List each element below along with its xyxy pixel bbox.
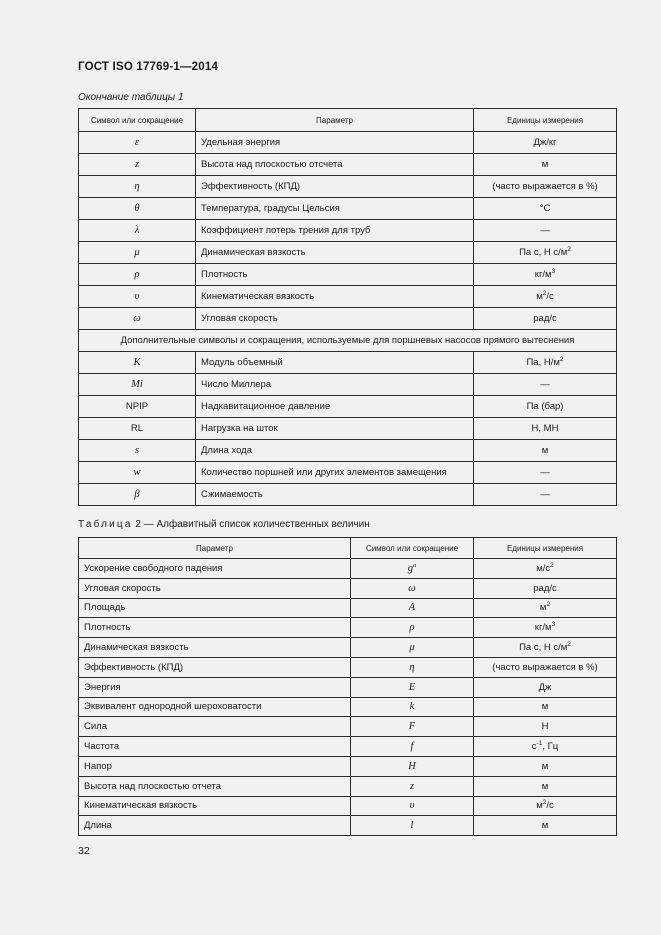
- unit-cell: [474, 484, 617, 506]
- parameter-cell: Напор: [79, 756, 351, 776]
- column-header-parameter: Параметр: [79, 538, 351, 559]
- parameter-cell: Удельная энергия: [196, 132, 474, 154]
- parameter-cell: Количество поршней или других элементов замещения: [196, 462, 474, 484]
- parameter-cell: Ускорение свободного падения: [79, 559, 351, 579]
- parameter-cell: Динамическая вязкость: [196, 242, 474, 264]
- table-row: [79, 242, 617, 264]
- symbol-cell: [351, 756, 474, 776]
- table2-caption: [78, 519, 370, 530]
- table-row: [79, 559, 617, 579]
- table1-caption: Окончание таблицы 1: [78, 92, 184, 103]
- section-label: Дополнительные символы и сокращения, используемые для поршневых насосов прямого вытеснения: [79, 330, 617, 352]
- unit-text: с: [531, 741, 537, 753]
- parameter-cell: Динамическая вязкость: [79, 638, 351, 658]
- symbol-cell: z: [79, 154, 196, 176]
- unit-tail: , Гц: [542, 741, 559, 753]
- symbol-cell: [351, 598, 474, 618]
- parameter-cell: Число Миллера: [196, 374, 474, 396]
- table-row: [79, 154, 617, 176]
- unit-text: м: [541, 820, 549, 832]
- unit-text: (часто выражается в %): [492, 661, 598, 673]
- symbol-cell: ω: [79, 308, 196, 330]
- parameter-cell: Длина: [79, 816, 351, 836]
- symbol-text: A: [408, 602, 416, 614]
- symbol-cell: NPIP: [79, 396, 196, 418]
- symbol-text: g: [407, 562, 413, 574]
- table-row: [79, 598, 617, 618]
- table-row: [79, 776, 617, 796]
- unit-cell: [474, 220, 617, 242]
- symbol-cell: η: [79, 176, 196, 198]
- unit-cell: [474, 578, 617, 598]
- unit-cell: [474, 638, 617, 658]
- unit-text: м/с: [536, 562, 551, 574]
- unit-superscript: 3: [551, 621, 556, 629]
- unit-cell: [474, 264, 617, 286]
- parameter-cell: Температура, градусы Цельсия: [196, 198, 474, 220]
- table-row: [79, 352, 617, 374]
- unit-superscript: 2: [546, 601, 551, 609]
- parameter-cell: Длина хода: [196, 440, 474, 462]
- table-row: [79, 717, 617, 737]
- table-row: [79, 308, 617, 330]
- table-2: [78, 537, 617, 836]
- symbol-cell: μ: [79, 242, 196, 264]
- column-header-unit: Единицы измерения: [474, 109, 617, 132]
- unit-cell: [474, 677, 617, 697]
- parameter-cell: Высота над плоскостью отсчета: [196, 154, 474, 176]
- unit-text: —: [540, 489, 550, 500]
- table-row: [79, 756, 617, 776]
- symbol-cell: s: [79, 440, 196, 462]
- column-header-unit: Единицы измерения: [474, 538, 617, 559]
- table-row: [79, 396, 617, 418]
- table1-section-row: [79, 330, 617, 352]
- unit-cell: [474, 286, 617, 308]
- symbol-cell: [351, 559, 474, 579]
- table2-caption-prefix: Таблица: [78, 519, 133, 530]
- table-row: [79, 697, 617, 717]
- unit-cell: [474, 418, 617, 440]
- table-row: [79, 796, 617, 816]
- parameter-cell: Кинематическая вязкость: [79, 796, 351, 816]
- table-row: [79, 198, 617, 220]
- unit-cell: [474, 352, 617, 374]
- parameter-cell: Энергия: [79, 677, 351, 697]
- table-row: [79, 462, 617, 484]
- symbol-cell: [351, 677, 474, 697]
- parameter-cell: Надкавитационное давление: [196, 396, 474, 418]
- symbol-cell: [351, 697, 474, 717]
- unit-text: (часто выражается в %): [492, 181, 598, 192]
- parameter-cell: Модуль объемный: [196, 352, 474, 374]
- unit-text: Н, МН: [531, 423, 559, 434]
- table-1: [78, 108, 617, 506]
- unit-cell: [474, 657, 617, 677]
- unit-superscript: -1: [536, 740, 543, 748]
- document-header: ГОСТ ISO 17769-1—2014: [78, 61, 219, 73]
- table-row: [79, 816, 617, 836]
- unit-cell: [474, 242, 617, 264]
- unit-cell: [474, 132, 617, 154]
- symbol-cell: [351, 657, 474, 677]
- unit-cell: [474, 598, 617, 618]
- unit-text: Дж: [538, 681, 552, 693]
- unit-text: —: [540, 225, 550, 236]
- table-row: [79, 286, 617, 308]
- unit-text: Па, Н/м: [526, 357, 560, 368]
- symbol-superscript: a: [413, 561, 417, 569]
- unit-text: Н: [541, 721, 549, 733]
- table-row: [79, 418, 617, 440]
- unit-text: Па (бар): [526, 401, 564, 412]
- symbol-cell: RL: [79, 418, 196, 440]
- table2-caption-rest: 2 — Алфавитный список количественных величин: [132, 519, 370, 530]
- unit-cell: [474, 816, 617, 836]
- symbol-cell: ρ: [79, 264, 196, 286]
- table-row: [79, 638, 617, 658]
- unit-text: м: [541, 760, 549, 772]
- symbol-cell: ε: [79, 132, 196, 154]
- symbol-cell: [351, 618, 474, 638]
- unit-superscript: 2: [567, 641, 571, 649]
- symbol-text: ρ: [409, 622, 415, 634]
- symbol-cell: λ: [79, 220, 196, 242]
- unit-text: м: [536, 291, 543, 302]
- unit-cell: [474, 756, 617, 776]
- symbol-cell: θ: [79, 198, 196, 220]
- unit-text: м: [536, 800, 543, 812]
- parameter-cell: Эффективность (КПД): [196, 176, 474, 198]
- parameter-cell: Сила: [79, 717, 351, 737]
- table-row: [79, 374, 617, 396]
- unit-cell: [474, 198, 617, 220]
- unit-text: Па с, Н с/м: [519, 247, 568, 258]
- unit-cell: [474, 559, 617, 579]
- unit-cell: [474, 717, 617, 737]
- symbol-cell: [351, 816, 474, 836]
- table-row: [79, 220, 617, 242]
- symbol-text: H: [408, 760, 416, 772]
- table-row: [79, 618, 617, 638]
- symbol-cell: w: [79, 462, 196, 484]
- table-row: [79, 440, 617, 462]
- symbol-cell: Mi: [79, 374, 196, 396]
- unit-tail: /с: [546, 291, 554, 302]
- symbol-cell: β: [79, 484, 196, 506]
- parameter-cell: Плотность: [79, 618, 351, 638]
- symbol-text: ω: [408, 582, 416, 594]
- symbol-cell: [351, 776, 474, 796]
- unit-cell: [474, 697, 617, 717]
- unit-cell: [474, 776, 617, 796]
- unit-cell: [474, 396, 617, 418]
- unit-tail: /с: [546, 800, 554, 812]
- unit-superscript: 2: [542, 799, 547, 807]
- unit-text: —: [540, 467, 550, 478]
- table-row: [79, 737, 617, 757]
- symbol-cell: [351, 796, 474, 816]
- parameter-cell: Нагрузка на шток: [196, 418, 474, 440]
- parameter-cell: Кинематическая вязкость: [196, 286, 474, 308]
- table-row: [79, 677, 617, 697]
- unit-text: кг/м: [534, 269, 552, 280]
- unit-cell: [474, 308, 617, 330]
- unit-superscript: 2: [550, 561, 554, 569]
- symbol-text: μ: [409, 642, 415, 654]
- table1-header-row: [79, 109, 617, 132]
- table-row: [79, 132, 617, 154]
- unit-text: —: [540, 379, 550, 390]
- parameter-cell: Угловая скорость: [196, 308, 474, 330]
- unit-text: м: [541, 701, 549, 713]
- column-header-symbol: Символ или сокращение: [79, 109, 196, 132]
- symbol-cell: K: [79, 352, 196, 374]
- symbol-text: l: [410, 820, 414, 832]
- unit-cell: [474, 618, 617, 638]
- symbol-cell: [351, 737, 474, 757]
- symbol-text: k: [409, 701, 415, 713]
- unit-cell: [474, 462, 617, 484]
- parameter-cell: Сжимаемость: [196, 484, 474, 506]
- table-row: [79, 484, 617, 506]
- column-header-symbol: Символ или сокращение: [351, 538, 474, 559]
- unit-cell: [474, 737, 617, 757]
- table-row: [79, 264, 617, 286]
- table-row: [79, 657, 617, 677]
- page-number: 32: [78, 845, 90, 857]
- parameter-cell: Эффективность (КПД): [79, 657, 351, 677]
- symbol-text: η: [409, 661, 415, 673]
- unit-cell: [474, 176, 617, 198]
- parameter-cell: Коэффициент потерь трения для труб: [196, 220, 474, 242]
- column-header-parameter: Параметр: [196, 109, 474, 132]
- unit-text: рад/с: [533, 582, 557, 594]
- parameter-cell: Частота: [79, 737, 351, 757]
- unit-superscript: 2: [542, 290, 547, 297]
- unit-superscript: 3: [551, 268, 556, 275]
- symbol-cell: [351, 717, 474, 737]
- symbol-cell: [351, 638, 474, 658]
- unit-text: кг/м: [534, 622, 552, 634]
- unit-cell: [474, 796, 617, 816]
- symbol-text: E: [408, 681, 416, 693]
- table2-header-row: [79, 538, 617, 559]
- unit-text: рад/с: [533, 313, 557, 324]
- parameter-cell: Угловая скорость: [79, 578, 351, 598]
- unit-text: м: [539, 602, 547, 614]
- symbol-text: z: [409, 780, 415, 792]
- unit-text: м: [541, 780, 549, 792]
- parameter-cell: Площадь: [79, 598, 351, 618]
- table-row: [79, 578, 617, 598]
- unit-cell: [474, 374, 617, 396]
- symbol-text: F: [408, 721, 416, 733]
- parameter-cell: Эквивалент однородной шероховатости: [79, 697, 351, 717]
- unit-text: Дж/кг: [533, 137, 557, 148]
- unit-text: м: [541, 445, 549, 456]
- symbol-cell: υ: [79, 286, 196, 308]
- table-row: [79, 176, 617, 198]
- parameter-cell: Плотность: [196, 264, 474, 286]
- unit-text: м: [541, 159, 549, 170]
- parameter-cell: Высота над плоскостью отчета: [79, 776, 351, 796]
- symbol-text: f: [410, 741, 414, 753]
- unit-cell: [474, 154, 617, 176]
- symbol-text: υ: [409, 800, 415, 812]
- unit-text: Па с, Н с/м: [519, 642, 568, 654]
- unit-cell: [474, 440, 617, 462]
- unit-superscript: 2: [567, 246, 571, 253]
- unit-text: °С: [539, 203, 551, 214]
- unit-superscript: 2: [559, 356, 564, 363]
- symbol-cell: [351, 578, 474, 598]
